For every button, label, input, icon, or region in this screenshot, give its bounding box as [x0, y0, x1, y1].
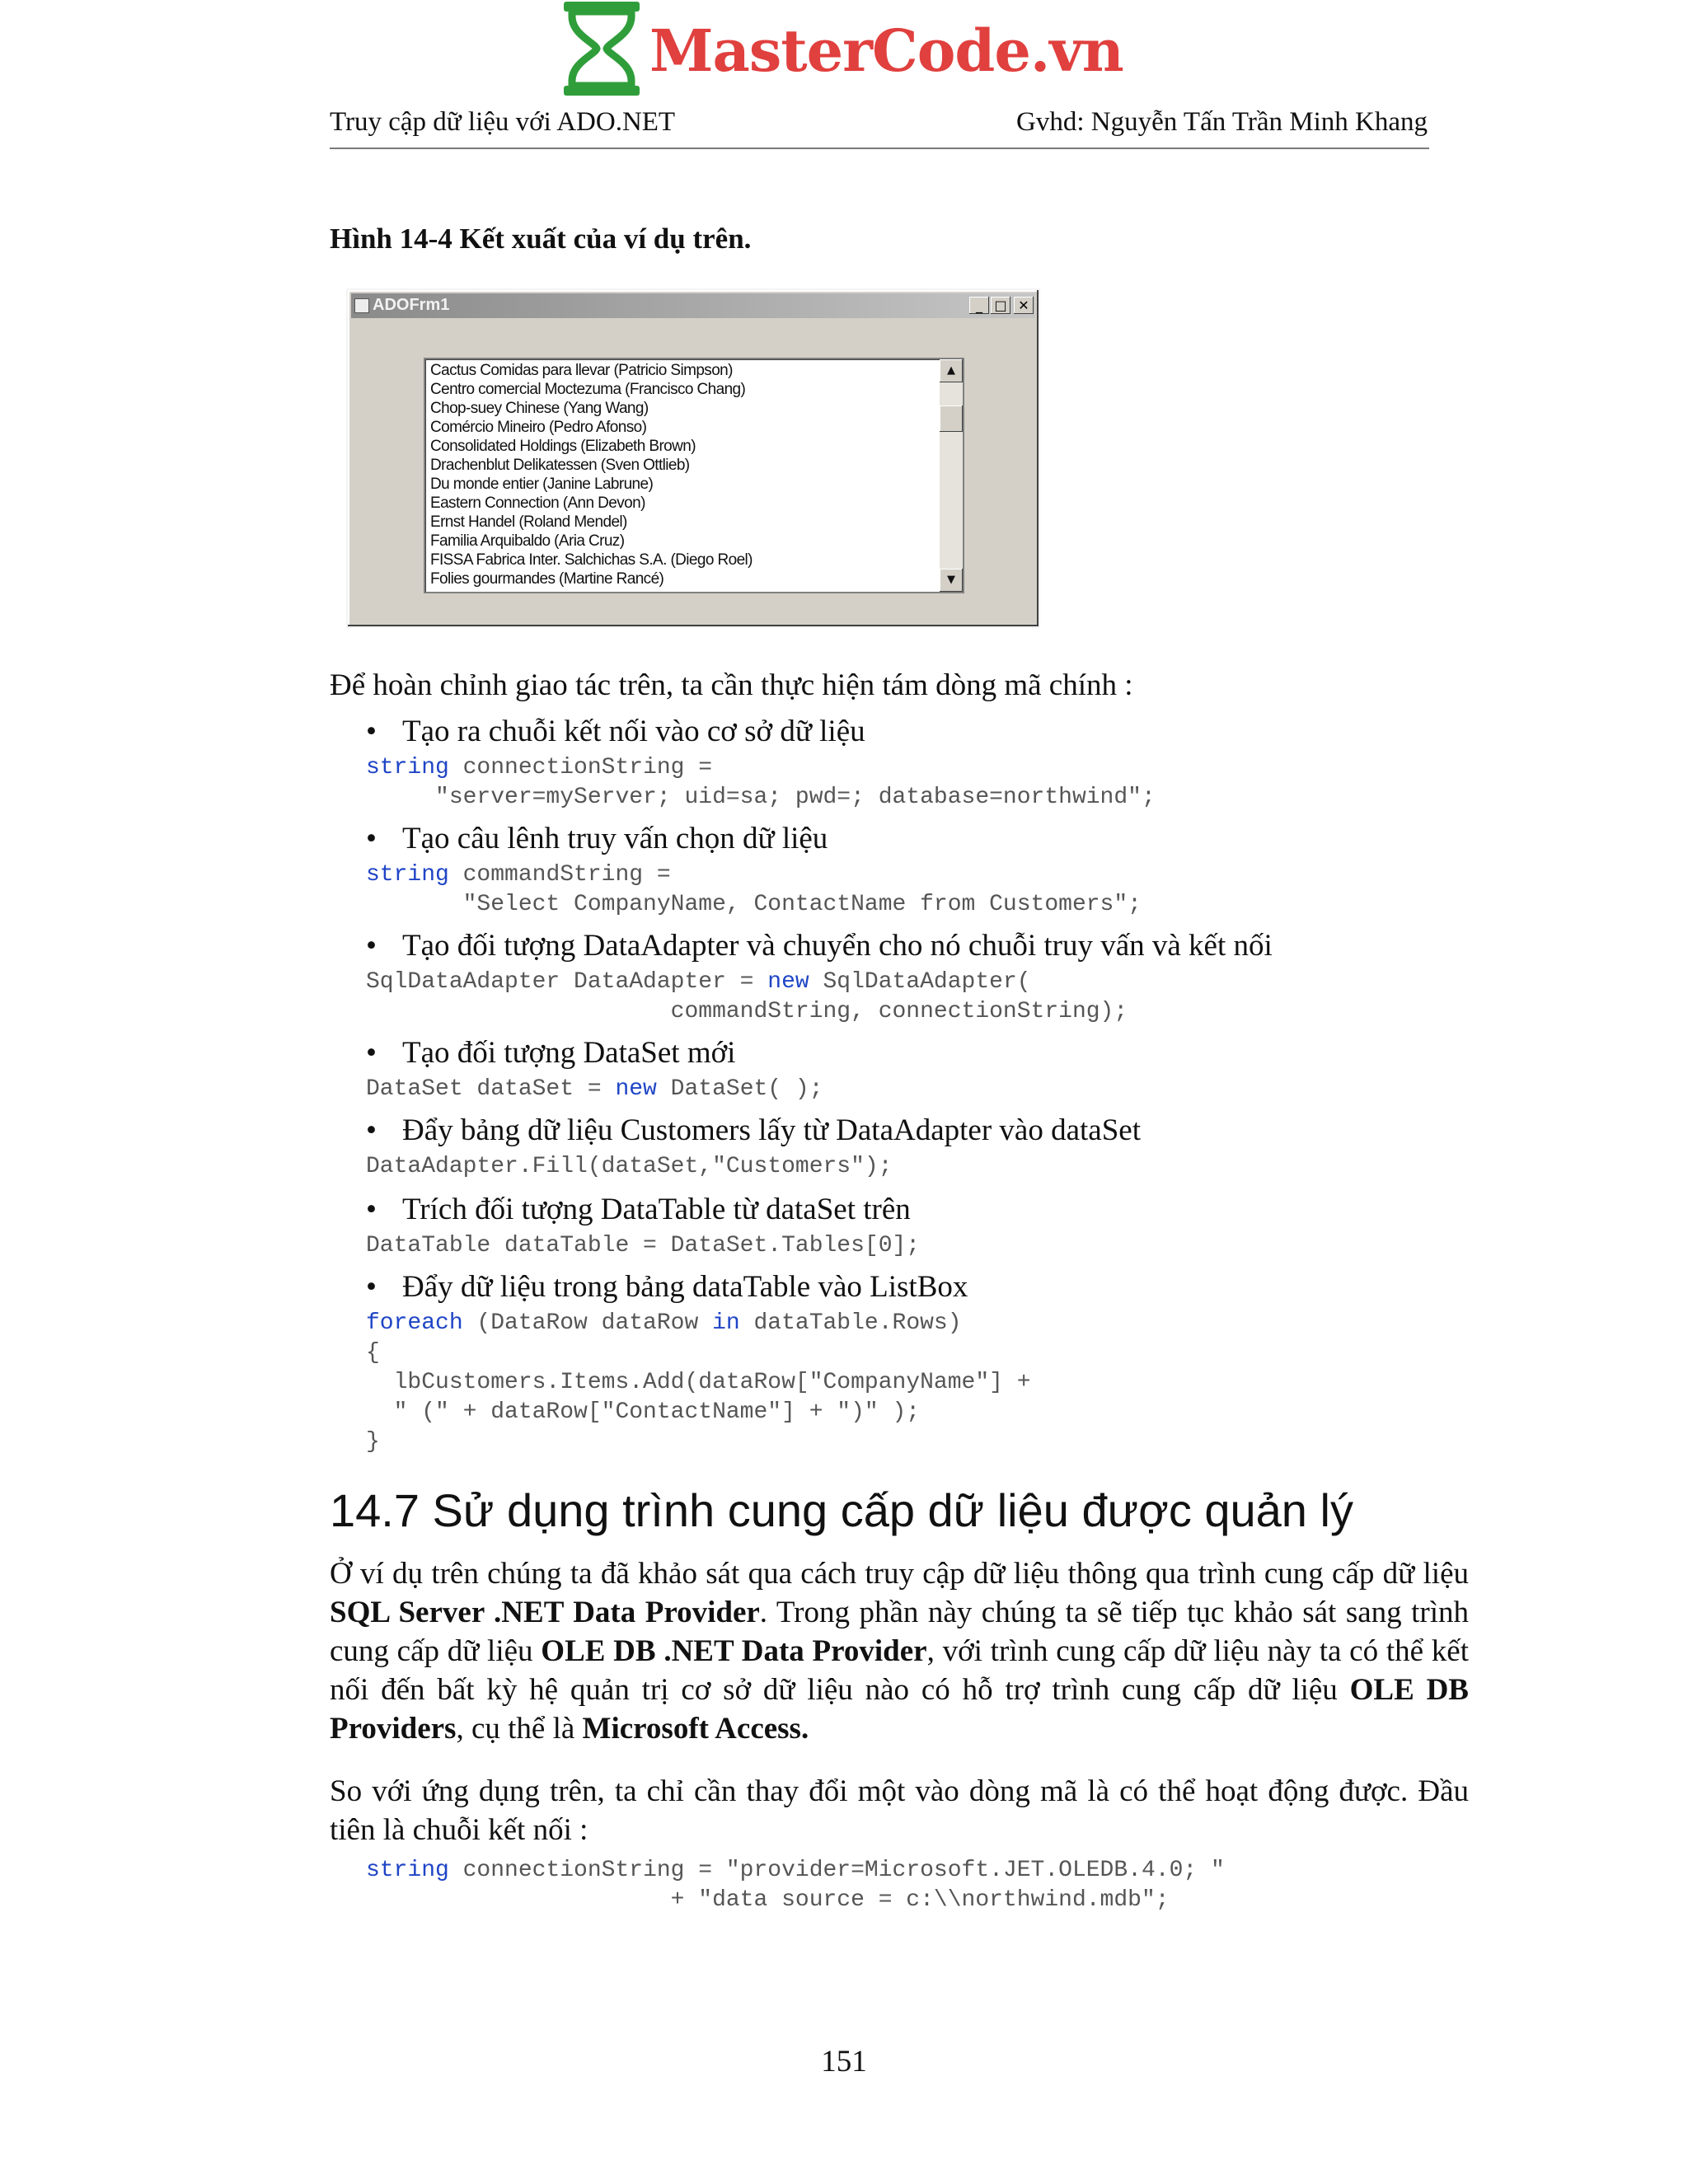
- code-block: SqlDataAdapter DataAdapter = new SqlDataAdapter( commandString, connectionString);: [366, 969, 1128, 1024]
- bullet-item: [366, 1192, 911, 1228]
- bullet-item: [366, 821, 828, 857]
- scroll-up-icon[interactable]: ▲: [940, 359, 963, 382]
- code-block: DataSet dataSet = new DataSet( );: [366, 1076, 823, 1102]
- close-icon[interactable]: ✕: [1014, 297, 1034, 314]
- list-item[interactable]: Folies gourmandes (Martine Rancé): [430, 570, 664, 588]
- list-item[interactable]: Cactus Comidas para llevar (Patricio Simpson): [430, 362, 733, 379]
- list-item[interactable]: Consolidated Holdings (Elizabeth Brown): [430, 438, 696, 455]
- bullet-item: [366, 1269, 968, 1305]
- intro-paragraph: Để hoàn chỉnh giao tác trên, ta cần thực hiện tám dòng mã chính :: [330, 668, 1133, 702]
- window-app-icon: [354, 298, 369, 313]
- list-item[interactable]: Du monde entier (Janine Labrune): [430, 476, 654, 493]
- bullet-item: [366, 1035, 735, 1071]
- app-window-screenshot: [346, 288, 1040, 628]
- list-item[interactable]: Drachenblut Delikatessen (Sven Ottlieb): [430, 457, 690, 474]
- listbox-scrollbar[interactable]: [940, 359, 963, 592]
- scroll-thumb[interactable]: [940, 405, 963, 432]
- window-titlebar: [351, 293, 1035, 318]
- header-instructor: Gvhd: Nguyễn Tấn Trần Minh Khang: [1016, 107, 1428, 137]
- bullet-item: [366, 928, 1273, 964]
- header-chapter-title: Truy cập dữ liệu với ADO.NET: [330, 107, 676, 137]
- hourglass-logo-icon: [560, 0, 643, 97]
- list-item[interactable]: Eastern Connection (Ann Devon): [430, 494, 645, 512]
- header-rule: [330, 148, 1429, 149]
- window-title: ADOFrm1: [373, 296, 450, 314]
- paragraph: So với ứng dụng trên, ta chỉ cần thay đổi một vào dòng mã là có thể hoạt động được. Đầu tiên là chuỗi kết nối :: [330, 1774, 1469, 1847]
- bullet-text: Tạo đối tượng DataAdapter và chuyển cho nó chuỗi truy vấn và kết nối: [402, 929, 1273, 963]
- code-block: string connectionString = "provider=Microsoft.JET.OLEDB.4.0; " + "data source = c:\\northwind.mdb";: [366, 1858, 1225, 1913]
- list-item[interactable]: Centro comercial Moctezuma (Francisco Chang): [430, 381, 746, 398]
- list-item[interactable]: Ernst Handel (Roland Mendel): [430, 513, 627, 531]
- figure-caption: Hình 14-4 Kết xuất của ví dụ trên.: [330, 223, 752, 255]
- paragraph: Ở ví dụ trên chúng ta đã khảo sát qua cách truy cập dữ liệu thông qua trình cung cấp dữ liệu SQL Server .NET Data Provider. Trong phần này chúng ta sẽ tiếp tục khảo sát sang trình cung cấp dữ liệu OLE DB .NET Data Provider, với trình cung cấp dữ liệu này ta có thể kết nối đến bất kỳ hệ quản trị cơ sở dữ liệu nào có hỗ trợ trình cung cấp dữ liệu OLE DB Providers, cụ thể là Microsoft Access.: [330, 1557, 1470, 1746]
- bullet-text: Đẩy bảng dữ liệu Customers lấy từ DataAdapter vào dataSet: [402, 1113, 1142, 1147]
- bullet-text: Tạo đối tượng DataSet mới: [402, 1036, 736, 1070]
- bullet-text: Đẩy dữ liệu trong bảng dataTable vào ListBox: [402, 1270, 968, 1304]
- list-item[interactable]: Chop-suey Chinese (Yang Wang): [430, 400, 649, 417]
- list-item[interactable]: FISSA Fabrica Inter. Salchichas S.A. (Diego Roel): [430, 551, 753, 569]
- code-block: DataTable dataTable = DataSet.Tables[0];: [366, 1233, 921, 1258]
- minimize-icon[interactable]: _: [969, 297, 989, 314]
- code-block: foreach (DataRow dataRow in dataTable.Rows) { lbCustomers.Items.Add(dataRow["CompanyName"] + " (" + dataRow["ContactName"] + ")" ); }: [366, 1310, 1031, 1455]
- maximize-icon[interactable]: □: [991, 297, 1010, 314]
- bullet-item: [366, 1113, 1141, 1149]
- code-block: string commandString = "Select CompanyName, ContactName from Customers";: [366, 862, 1142, 917]
- section-heading: 14.7 Sử dụng trình cung cấp dữ liệu được quản lý: [330, 1484, 1353, 1536]
- bullet-item: [366, 714, 865, 750]
- bullet-text: Trích đối tượng DataTable từ dataSet trên: [402, 1193, 911, 1226]
- bullet-text: Tạo câu lênh truy vấn chọn dữ liệu: [402, 822, 828, 855]
- page-number: 151: [821, 2045, 867, 2079]
- list-item[interactable]: Familia Arquibaldo (Aria Cruz): [430, 532, 625, 550]
- scroll-down-icon[interactable]: ▼: [940, 569, 963, 592]
- listbox-items: [430, 361, 935, 592]
- list-item[interactable]: Comércio Mineiro (Pedro Afonso): [430, 419, 647, 436]
- logo-text: MasterCode.vn: [649, 16, 1123, 85]
- customers-listbox[interactable]: [424, 358, 964, 593]
- code-block: DataAdapter.Fill(dataSet,"Customers");: [366, 1154, 893, 1179]
- bullet-text: Tạo ra chuỗi kết nối vào cơ sở dữ liệu: [402, 715, 865, 748]
- code-block: string connectionString = "server=myServer; uid=sa; pwd=; database=northwind";: [366, 755, 1156, 810]
